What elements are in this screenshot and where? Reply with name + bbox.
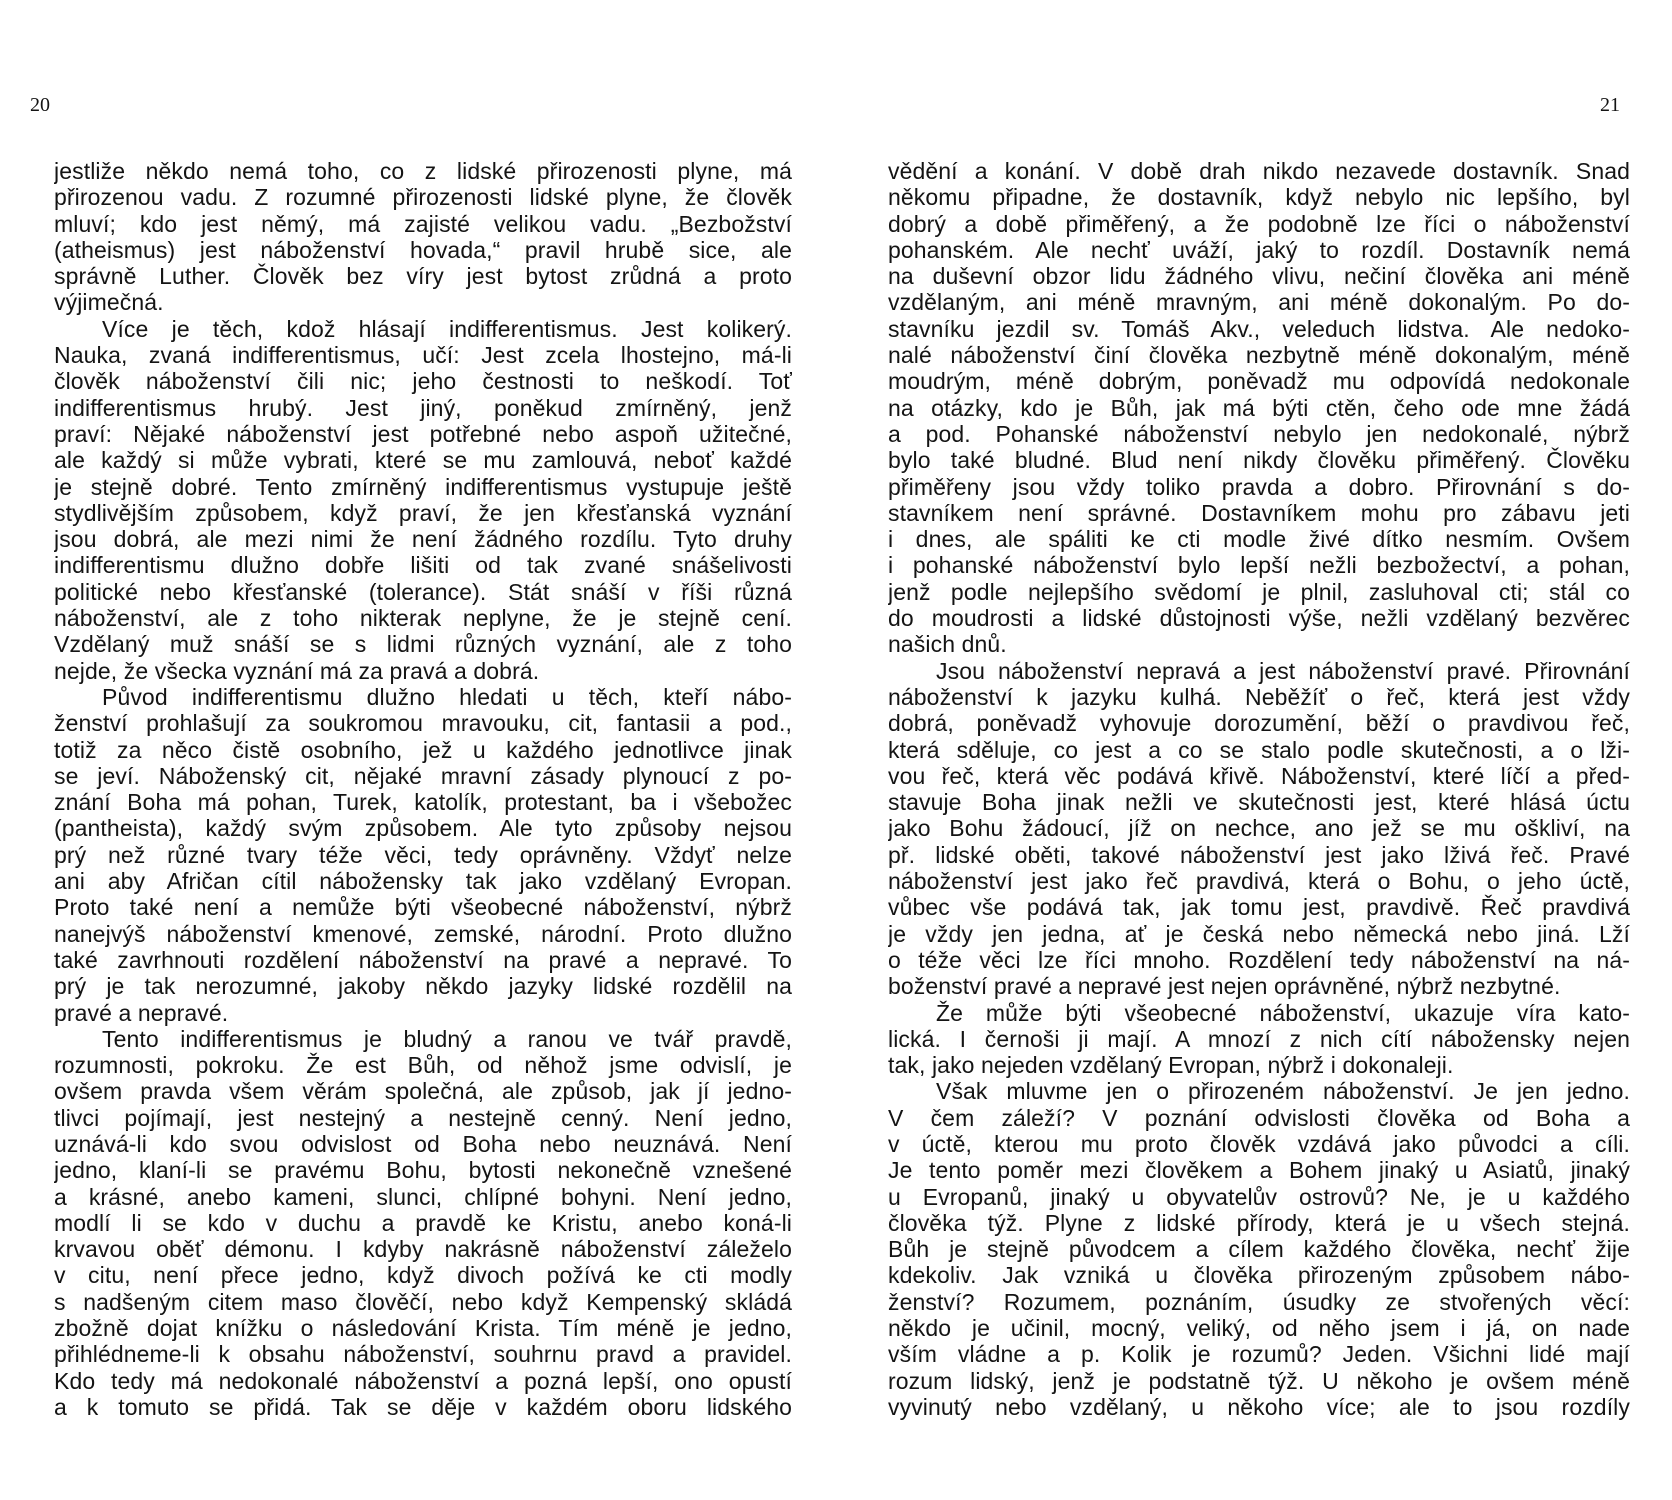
text-line: vou řeč, která věc podává křivě. Náboženství, které líčí a před- — [888, 762, 1630, 789]
text-line: vším vládne a p. Kolik je rozumů? Jeden. Všichni lidé mají — [888, 1341, 1630, 1368]
text-line: tlivci pojímají, jest nestejný a nestejně cenný. Není jedno, — [54, 1104, 792, 1131]
text-line: ovšem pravda všem věrám společná, ale způsob, jak jí jedno- — [54, 1078, 792, 1105]
text-line: prý než různé tvary téže věci, tedy oprávněny. Vždyť nelze — [54, 841, 792, 868]
text-line: V čem záleží? V poznání odvislosti člověka od Boha a — [888, 1104, 1630, 1131]
text-line: indifferentismus hrubý. Jest jiný, poněkud zmírněný, jenž — [54, 394, 792, 421]
text-line: nanejvýš náboženství kmenové, zemské, národní. Proto dlužno — [54, 920, 792, 947]
text-line: moudrým, méně dobrým, poněvadž mu odpovídá nedokonale — [888, 368, 1630, 395]
text-line: také zavrhnouti rozdělení náboženství na pravé a nepravé. To — [54, 946, 792, 973]
text-line: s nadšeným citem maso člověčí, nebo když Kempenský skládá — [54, 1288, 792, 1315]
text-line: pohanském. Ale nechť uváží, jaký to rozdíl. Dostavník nemá — [888, 236, 1630, 263]
text-line: mluví; kdo jest němý, má zajisté velikou vadu. „Bezbožství — [54, 210, 792, 237]
text-line: nalé náboženství činí člověka nezbytně méně dokonalým, méně — [888, 342, 1630, 369]
text-line: stydlivějším způsobem, když praví, že jen křesťanská vyznání — [54, 499, 792, 526]
text-line: ženství? Rozumem, poznáním, úsudky ze stvořených věcí: — [888, 1288, 1630, 1315]
text-line: jsou dobrá, ale mezi nimi že není žádného rozdílu. Tyto druhy — [54, 526, 792, 553]
text-line: dobrá, poněvadž vyhovuje dorozumění, běží o pravdivou řeč, — [888, 710, 1630, 737]
text-line: vyvinutý nebo vzdělaný, u někoho více; ale to jsou rozdíly — [888, 1393, 1630, 1420]
text-line: krvavou oběť démonu. I kdyby nakrásně náboženství záleželo — [54, 1236, 792, 1263]
text-line: do moudrosti a lidské důstojnosti výše, nežli vzdělaný bezvěrec — [888, 605, 1630, 632]
text-line: výjimečná. — [54, 289, 164, 316]
text-line: (atheismus) jest náboženství hovada,“ pravil hrubě sice, ale — [54, 236, 792, 263]
text-line: přirozenou vadu. Z rozumné přirozenosti lidské plyne, že člověk — [54, 184, 792, 211]
text-line: zbožně dojat knížku o následování Krista. Tím méně je jedno, — [54, 1315, 792, 1342]
text-line: Původ indifferentismu dlužno hledati u těch, kteří nábo- — [102, 683, 792, 710]
text-line: rozum lidský, jenž je podstatně týž. U někoho je ovšem méně — [888, 1367, 1630, 1394]
text-line: bylo také bludné. Blud není nikdy člověku přiměřený. Člověku — [888, 447, 1630, 474]
left-page-text — [54, 158, 792, 1478]
text-line: politické nebo křesťanské (tolerance). Stát snáší v říši různá — [54, 578, 792, 605]
text-line: (pantheista), každý svým způsobem. Ale tyto způsoby nejsou — [54, 815, 792, 842]
text-line: se jeví. Náboženský cit, nějaké mravní zásady plynoucí z po- — [54, 762, 792, 789]
text-line: na otázky, kdo je Bůh, jak má býti ctěn, čeho ode mne žádá — [888, 394, 1630, 421]
page-number-right: 21 — [1600, 94, 1620, 116]
text-line: člověka týž. Plyne z lidské přírody, která je u všech stejná. — [888, 1209, 1630, 1236]
text-line: přihlédneme-li k obsahu náboženství, souhrnu pravd a pravidel. — [54, 1341, 792, 1368]
text-line: př. lidské oběti, takové náboženství jest jako lživá řeč. Pravé — [888, 841, 1630, 868]
text-line: Proto také není a nemůže býti všeobecné náboženství, nýbrž — [54, 894, 792, 921]
text-line: Kdo tedy má nedokonalé náboženství a pozná lepší, ono opustí — [54, 1367, 792, 1394]
text-line: totiž za něco čistě osobního, jež u každého jednotlivce jinak — [54, 736, 792, 763]
text-line: je stejně dobré. Tento zmírněný indifferentismus vystupuje ještě — [54, 473, 792, 500]
text-line: stavníkem není správné. Dostavníkem mohu pro zábavu jeti — [888, 499, 1630, 526]
text-line: našich dnů. — [888, 631, 1007, 658]
text-line: tak, jako nejeden vzdělaný Evropan, nýbrž i dokonaleji. — [888, 1052, 1454, 1079]
text-line: někdo je učinil, mocný, veliký, od něho jsem i já, on nade — [888, 1315, 1630, 1342]
text-line: v citu, není přece jedno, když divoch požívá ke cti modly — [54, 1262, 792, 1289]
text-line: stavníku jezdil sv. Tomáš Akv., veleduch lidstva. Ale nedoko- — [888, 315, 1630, 342]
text-line: Však mluvme jen o přirozeném náboženství. Je jen jedno. — [936, 1078, 1630, 1105]
text-line: a pod. Pohanské náboženství nebylo jen nedokonalé, nýbrž — [888, 420, 1630, 447]
text-line: dobrý a době přiměřený, a že podobně lze říci o náboženství — [888, 210, 1630, 237]
text-line: je vždy jen jedna, ať je česká nebo německá nebo jiná. Lží — [888, 920, 1630, 947]
text-line: lická. I černoši ji mají. A mnozí z nich cítí nábožensky nejen — [888, 1025, 1630, 1052]
text-line: náboženství k jazyku kulhá. Neběžíť o řeč, která jest vždy — [888, 683, 1630, 710]
text-line: přiměřeny jsou vždy toliko pravda a dobro. Přirovnání s do- — [888, 473, 1630, 500]
text-line: prý je tak nerozumné, jakoby někdo jazyky lidské rozdělil na — [54, 973, 792, 1000]
text-line: u Evropanů, jinaký u obyvatelův ostrovů? Ne, je u každého — [888, 1183, 1630, 1210]
text-line: uznává-li kdo svou odvislost od Boha nebo neuznává. Není — [54, 1130, 792, 1157]
text-line: vědění a konání. V době drah nikdo nezavede dostavník. Snad — [888, 158, 1630, 184]
text-line: stavuje Boha jinak nežli ve skutečnosti jest, které hlásá úctu — [888, 789, 1630, 816]
text-line: jestliže někdo nemá toho, co z lidské přirozenosti plyne, má — [54, 158, 792, 184]
text-line: Jsou náboženství nepravá a jest náboženství pravé. Přirovnání — [936, 657, 1630, 684]
text-line: indifferentismu dlužno dobře lišiti od tak zvané snášelivosti — [54, 552, 792, 579]
text-line: boženství pravé a nepravé jest nejen oprávněné, nýbrž nezbytné. — [888, 973, 1561, 1000]
text-line: praví: Nějaké náboženství jest potřebné nebo aspoň užitečné, — [54, 420, 792, 447]
text-line: Tento indifferentismus je bludný a ranou ve tvář pravdě, — [102, 1025, 792, 1052]
text-line: náboženství jest jako řeč pravdivá, která o Bohu, o jeho úctě, — [888, 868, 1630, 895]
right-page-text — [888, 158, 1630, 1478]
text-line: která sděluje, co jest a co se stalo podle skutečnosti, a o lži- — [888, 736, 1630, 763]
text-line: někomu připadne, že dostavník, když nebylo nic lepšího, byl — [888, 184, 1630, 211]
text-line: Více je těch, kdož hlásají indifferentismus. Jest kolikerý. — [102, 315, 792, 342]
text-line: a k tomuto se přidá. Tak se děje v každém oboru lidského — [54, 1393, 792, 1420]
text-line: rozumnosti, pokroku. Že est Bůh, od něhož jsme odvislí, je — [54, 1052, 792, 1079]
text-line: i pohanské náboženství bylo lepší nežli bezbožectví, a pohan, — [888, 552, 1630, 579]
text-line: vůbec vše podává tak, jak tomu jest, pravdivě. Řeč pravdivá — [888, 894, 1630, 921]
text-line: znání Boha má pohan, Turek, katolík, protestant, ba i všebožec — [54, 789, 792, 816]
text-line: kdekoliv. Jak vzniká u člověka přirozeným způsobem nábo- — [888, 1262, 1630, 1289]
text-line: a krásné, anebo kameni, slunci, chlípné bohyni. Není jedno, — [54, 1183, 792, 1210]
text-line: nejde, že všecka vyznání má za pravá a dobrá. — [54, 657, 540, 684]
text-line: Je tento poměr mezi člověkem a Bohem jinaký u Asiatů, jinaký — [888, 1157, 1630, 1184]
text-line: jako Bohu žádoucí, jíž on nechce, ano jež se mu oškliví, na — [888, 815, 1630, 842]
text-line: ale každý si může vybrati, které se mu zamlouvá, neboť každé — [54, 447, 792, 474]
text-line: náboženství, ale z toho nikterak neplyne, že je stejně cení. — [54, 605, 792, 632]
text-line: v úctě, kterou mu proto člověk vzdává jako původci a cíli. — [888, 1130, 1630, 1157]
text-line: správně Luther. Člověk bez víry jest bytost zrůdná a proto — [54, 263, 792, 290]
text-line: modlí li se kdo v duchu a pravdě ke Kristu, anebo koná-li — [54, 1209, 792, 1236]
text-line: i dnes, ale spáliti ke cti modle živé dítko nesmím. Ovšem — [888, 526, 1630, 553]
text-line: ženství prohlašují za soukromou mravouku, cit, fantasii a pod., — [54, 710, 792, 737]
text-line: na duševní obzor lidu žádného vlivu, nečiní člověka ani méně — [888, 263, 1630, 290]
text-line: pravé a nepravé. — [54, 999, 229, 1026]
text-line: člověk náboženství čili nic; jeho čestnosti to neškodí. Toť — [54, 368, 792, 395]
page-number-left: 20 — [30, 94, 50, 116]
text-line: o téže věci lze říci mnoho. Rozdělení tedy náboženství na ná- — [888, 946, 1630, 973]
text-line: jedno, klaní-li se pravému Bohu, bytosti nekonečně vznešené — [54, 1157, 792, 1184]
text-line: ani aby Afričan cítil nábožensky tak jako vzdělaný Evropan. — [54, 868, 792, 895]
text-line: jenž podle nejlepšího svědomí je plnil, zasluhoval cti; stál co — [888, 578, 1630, 605]
text-line: Vzdělaný muž snáší se s lidmi různých vyznání, ale z toho — [54, 631, 792, 658]
text-line: Že může býti všeobecné náboženství, ukazuje víra kato- — [936, 999, 1630, 1026]
text-line: Bůh je stejně původcem a cílem každého člověka, nechť žije — [888, 1236, 1630, 1263]
text-line: Nauka, zvaná indifferentismus, učí: Jest zcela lhostejno, má-li — [54, 342, 792, 369]
text-line: vzdělaným, ani méně mravným, ani méně dokonalým. Po do- — [888, 289, 1630, 316]
